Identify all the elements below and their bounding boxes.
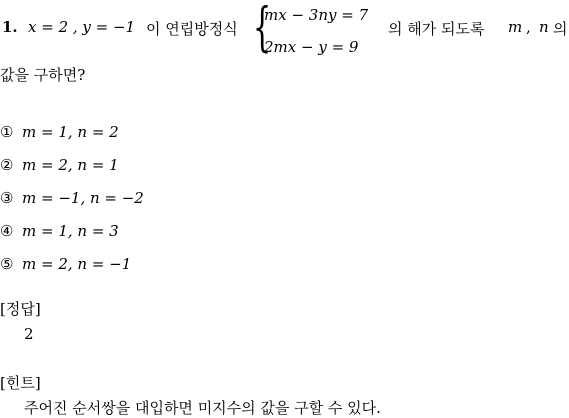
variable-n: n <box>539 18 549 36</box>
option-marker: ② <box>0 156 14 174</box>
answer-value: 2 <box>24 325 34 343</box>
hint-label: [힌트] <box>0 374 41 392</box>
option-text: m = −1, n = −2 <box>22 189 144 207</box>
hint-text: 주어진 순서쌍을 대입하면 미지수의 값을 구할 수 있다. <box>24 399 381 417</box>
answer-label: [정답] <box>0 300 41 318</box>
option-text: m = 2, n = −1 <box>22 255 132 273</box>
option-text: m = 1, n = 3 <box>22 222 119 240</box>
option-marker: ⑤ <box>0 255 14 273</box>
question-number: 1. <box>2 18 18 36</box>
comma: , <box>526 18 531 36</box>
question-text-line2: 값을 구하면? <box>0 66 86 84</box>
variable-m: m <box>508 18 523 36</box>
option-1[interactable] <box>0 123 119 141</box>
option-marker: ① <box>0 123 14 141</box>
option-4[interactable] <box>0 222 119 240</box>
system-brace: { <box>253 0 272 58</box>
option-3[interactable] <box>0 189 144 207</box>
option-text: m = 1, n = 2 <box>22 123 119 141</box>
question-text-part2: 의 해가 되도록 <box>388 20 485 38</box>
question-text-part3: 의 <box>553 20 568 38</box>
question-text-part1: 이 연립방정식 <box>146 20 238 38</box>
equation-2: 2mx − y = 9 <box>264 38 359 56</box>
option-text: m = 2, n = 1 <box>22 156 119 174</box>
option-5[interactable] <box>0 255 131 273</box>
equation-1: mx − 3ny = 7 <box>264 6 369 24</box>
option-2[interactable] <box>0 156 119 174</box>
option-marker: ④ <box>0 222 14 240</box>
given-values: x = 2 , y = −1 <box>28 18 136 36</box>
option-marker: ③ <box>0 189 14 207</box>
